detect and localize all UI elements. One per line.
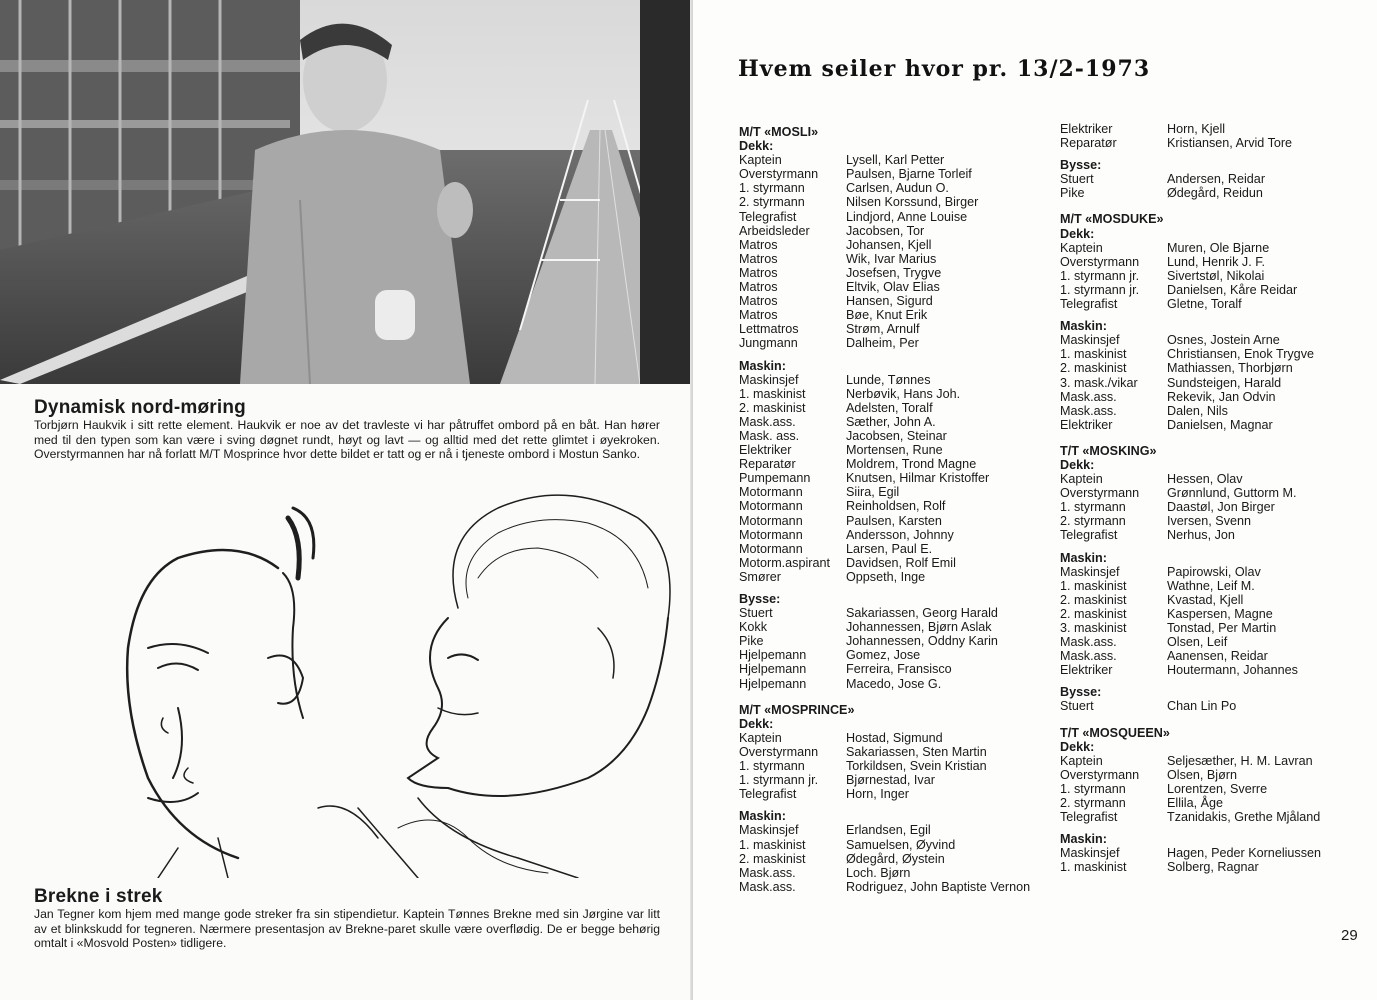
- department-heading: Maskin:: [1060, 550, 1107, 565]
- crew-row: [1060, 172, 1370, 186]
- sketch-caption-title: Brekne i strek: [34, 886, 163, 907]
- crew-row: [739, 210, 1059, 224]
- crew-role: Reparatør: [739, 457, 796, 472]
- crew-name: Bøe, Knut Erik: [846, 308, 928, 323]
- crew-role: 1. styrmann: [739, 759, 805, 774]
- crew-row: [1060, 283, 1370, 297]
- crew-role: 2. maskinist: [1060, 606, 1127, 621]
- crew-role: 1. maskinist: [1060, 860, 1127, 875]
- crew-name: Nilsen Korssund, Birger: [846, 195, 979, 210]
- crew-role: Overstyrmann: [1060, 486, 1140, 501]
- crew-name: Danielsen, Kåre Reidar: [1167, 282, 1298, 297]
- crew-row: [739, 252, 1059, 266]
- crew-row: [1060, 860, 1370, 874]
- crew-role: 2. maskinist: [1060, 592, 1127, 607]
- crew-row: [1060, 768, 1370, 782]
- crew-role: Lettmatros: [739, 322, 799, 337]
- crew-role: Overstyrmann: [739, 167, 819, 182]
- crew-row: [1060, 333, 1370, 347]
- crew-name: Andersson, Johnny: [846, 527, 954, 542]
- crew-name: Sundsteigen, Harald: [1167, 375, 1282, 390]
- crew-role: Motormann: [739, 541, 803, 556]
- crew-role: Overstyrmann: [1060, 254, 1140, 269]
- crew-row: [739, 880, 1059, 894]
- crew-role: Mask.ass.: [1060, 635, 1117, 650]
- crew-row: [1060, 810, 1370, 824]
- crew-role: Overstyrmann: [739, 744, 819, 759]
- crew-role: Matros: [739, 237, 778, 252]
- crew-name: Rekevik, Jan Odvin: [1167, 389, 1276, 404]
- crew-name: Sakariassen, Georg Harald: [846, 606, 998, 621]
- crew-role: Matros: [739, 294, 778, 309]
- crew-name: Houtermann, Johannes: [1167, 663, 1298, 678]
- crew-row: [1060, 486, 1370, 500]
- crew-row: [1060, 635, 1370, 649]
- crew-role: Telegrafist: [1060, 810, 1118, 825]
- crew-row: [1060, 136, 1370, 150]
- sketch-caption-text: Jan Tegner kom hjem med mange gode streker fra sin stipendietur. Kaptein Tønnes Brekne med sin Jørgine var litt av et blinkskudd for tegneren. Nærmere presentasjon av Brekne-paret skulle være overflødig. De er begge behørig omtalt i «Mosvold Posten» tidligere.: [34, 907, 660, 951]
- crew-role: Kokk: [739, 620, 767, 635]
- crew-row: [739, 471, 1059, 485]
- department-heading: Maskin:: [1060, 832, 1107, 847]
- crew-role: Matros: [739, 265, 778, 280]
- crew-row: [739, 238, 1059, 252]
- crew-role: Kaptein: [1060, 753, 1103, 768]
- crew-name: Carlsen, Audun O.: [846, 181, 949, 196]
- crew-row: [739, 866, 1059, 880]
- crew-role: 1. styrmann: [1060, 500, 1126, 515]
- crew-row: [739, 745, 1059, 759]
- crew-name: Kvastad, Kjell: [1167, 592, 1244, 607]
- crew-role: Motormann: [739, 527, 803, 542]
- crew-role: Motormann: [739, 485, 803, 500]
- crew-role: 1. maskinist: [1060, 578, 1127, 593]
- crew-row: [739, 294, 1059, 308]
- department-heading: Bysse:: [739, 592, 781, 606]
- crew-name: Christiansen, Enok Trygve: [1167, 347, 1314, 362]
- crew-role: Elektriker: [1060, 417, 1113, 432]
- crew-name: Bjørnestad, Ivar: [846, 773, 935, 788]
- crew-name: Larsen, Paul E.: [846, 541, 933, 556]
- crew-name: Iversen, Svenn: [1167, 514, 1252, 529]
- crew-role: 1. maskinist: [739, 386, 806, 401]
- crew-name: Gletne, Toralf: [1167, 297, 1242, 312]
- page-number: 29: [1341, 927, 1358, 944]
- photo-caption-title: Dynamisk nord-møring: [34, 397, 246, 418]
- crew-role: Mask.ass.: [739, 879, 796, 894]
- crew-row: [1060, 607, 1370, 621]
- department-heading: Maskin:: [739, 358, 786, 373]
- crew-role: Pumpemann: [739, 471, 811, 486]
- crew-name: Hansen, Sigurd: [846, 294, 933, 309]
- crew-role: 1. styrmann jr.: [1060, 268, 1140, 283]
- crew-name: Osnes, Jostein Arne: [1167, 333, 1280, 348]
- crew-name: Johansen, Kjell: [846, 237, 932, 252]
- crew-row: [739, 308, 1059, 322]
- crew-name: Strøm, Arnulf: [846, 322, 920, 337]
- crew-row: [739, 387, 1059, 401]
- crew-role: 1. styrmann jr.: [1060, 282, 1140, 297]
- crew-row: [739, 528, 1059, 542]
- crew-name: Andersen, Reidar: [1167, 172, 1266, 187]
- crew-name: Rodriguez, John Baptiste Vernon: [846, 879, 1031, 894]
- crew-name: Danielsen, Magnar: [1167, 417, 1273, 432]
- department-heading: Bysse:: [1060, 158, 1102, 173]
- crew-row: [1060, 528, 1370, 542]
- crew-role: Hjelpemann: [739, 648, 807, 663]
- crew-role: Matros: [739, 251, 778, 266]
- crew-role: 1. maskinist: [739, 837, 806, 852]
- crew-name: Eltvik, Olav Elias: [846, 280, 940, 295]
- crew-role: 1. styrmann: [739, 181, 805, 196]
- crew-name: Ødegård, Øystein: [846, 851, 945, 866]
- crew-role: Mask.ass.: [739, 865, 796, 880]
- crew-role: Mask.ass.: [1060, 389, 1117, 404]
- crew-role: Elektriker: [1060, 663, 1113, 678]
- crew-row: [1060, 621, 1370, 635]
- crew-name: Siira, Egil: [846, 485, 900, 500]
- crew-row: [1060, 418, 1370, 432]
- crew-column-right: [1060, 122, 1370, 875]
- crew-role: Elektriker: [739, 443, 792, 458]
- crew-name: Horn, Kjell: [1167, 122, 1226, 136]
- crew-row: [1060, 347, 1370, 361]
- ship-heading: T/T «MOSQUEEN»: [1060, 725, 1170, 740]
- crew-role: Kaptein: [1060, 240, 1103, 255]
- crew-column-left: [739, 125, 1059, 894]
- crew-role: 2. maskinist: [1060, 361, 1127, 376]
- crew-name: Ferreira, Fransisco: [846, 662, 952, 677]
- department-heading: Dekk:: [1060, 739, 1095, 754]
- crew-row: [1060, 754, 1370, 768]
- department-heading: Dekk:: [1060, 226, 1095, 241]
- crew-row: [739, 556, 1059, 570]
- crew-name: Papirowski, Olav: [1167, 564, 1261, 579]
- crew-role: Maskinsjef: [1060, 333, 1120, 348]
- ship-heading: M/T «MOSDUKE»: [1060, 212, 1164, 227]
- crew-row: [739, 787, 1059, 801]
- crew-row: [739, 542, 1059, 556]
- crew-role: 2. maskinist: [739, 851, 806, 866]
- crew-name: Reinholdsen, Rolf: [846, 499, 946, 514]
- crew-name: Chan Lin Po: [1167, 699, 1237, 714]
- crew-row: [739, 336, 1059, 350]
- crew-role: Hjelpemann: [739, 662, 807, 677]
- crew-role: 1. styrmann jr.: [739, 773, 819, 788]
- crew-name: Mathiassen, Thorbjørn: [1167, 361, 1293, 376]
- crew-row: [739, 662, 1059, 676]
- crew-name: Nerhus, Jon: [1167, 528, 1235, 543]
- crew-name: Erlandsen, Egil: [846, 823, 931, 838]
- crew-name: Solberg, Ragnar: [1167, 860, 1259, 875]
- crew-row: [1060, 796, 1370, 810]
- ship-heading: T/T «MOSKING»: [1060, 443, 1157, 458]
- crew-name: Loch. Bjørn: [846, 865, 911, 880]
- crew-role: Mask.ass.: [739, 414, 796, 429]
- crew-row: [739, 373, 1059, 387]
- crew-role: Telegrafist: [739, 787, 797, 802]
- crew-role: Kaptein: [1060, 472, 1103, 487]
- ship-deck-photo: [0, 0, 693, 384]
- crew-row: [739, 415, 1059, 429]
- crew-name: Wik, Ivar Marius: [846, 251, 937, 266]
- crew-row: [1060, 846, 1370, 860]
- crew-name: Jacobsen, Steinar: [846, 428, 947, 443]
- crew-role: Matros: [739, 280, 778, 295]
- crew-row: [739, 773, 1059, 787]
- crew-role: Pike: [1060, 186, 1085, 201]
- crew-row: [1060, 500, 1370, 514]
- crew-role: Telegrafist: [739, 209, 797, 224]
- crew-role: Motormann: [739, 499, 803, 514]
- crew-name: Nerbøvik, Hans Joh.: [846, 386, 961, 401]
- crew-role: Stuert: [739, 606, 773, 621]
- crew-role: Reparatør: [1060, 136, 1117, 151]
- crew-name: Davidsen, Rolf Emil: [846, 555, 956, 570]
- crew-row: [1060, 186, 1370, 200]
- crew-name: Tonstad, Per Martin: [1167, 621, 1277, 635]
- crew-row: [739, 457, 1059, 471]
- crew-row: [739, 823, 1059, 837]
- department-heading: Dekk:: [739, 716, 774, 731]
- crew-row: [739, 429, 1059, 443]
- crew-name: Wathne, Leif M.: [1167, 578, 1255, 593]
- crew-name: Paulsen, Bjarne Torleif: [846, 167, 972, 182]
- crew-role: Hjelpemann: [739, 676, 807, 691]
- crew-name: Gomez, Jose: [846, 648, 921, 663]
- crew-role: 2. styrmann: [739, 195, 805, 210]
- crew-role: Pike: [739, 634, 764, 649]
- crew-role: Maskinsjef: [739, 372, 799, 387]
- crew-name: Ødegård, Reidun: [1167, 186, 1263, 201]
- crew-name: Sivertstøl, Nikolai: [1167, 268, 1265, 283]
- crew-role: 3. mask./vikar: [1060, 375, 1138, 390]
- crew-role: Motormann: [739, 513, 803, 528]
- crew-role: Elektriker: [1060, 122, 1113, 136]
- crew-role: Telegrafist: [1060, 297, 1118, 312]
- crew-role: Motorm.aspirant: [739, 555, 830, 570]
- crew-role: 1. maskinist: [1060, 347, 1127, 362]
- crew-row: [739, 266, 1059, 280]
- crew-name: Horn, Inger: [846, 787, 909, 802]
- crew-role: Jungmann: [739, 336, 798, 351]
- crew-row: [739, 648, 1059, 662]
- crew-name: Samuelsen, Øyvind: [846, 837, 956, 852]
- crew-role: 2. styrmann: [1060, 514, 1126, 529]
- crew-row: [1060, 472, 1370, 486]
- crew-name: Lindjord, Anne Louise: [846, 209, 968, 224]
- ship-heading: M/T «MOSPRINCE»: [739, 702, 855, 717]
- photo-caption-text: Torbjørn Haukvik i sitt rette element. Haukvik er noe av det travleste vi har påtruffet ombord på en båt. Han hører med til den typen som kan være i sving døgnet rundt, høyt og lavt — og alltid med det rette glimtet i øyekroken. Overstyrmannen har nå forlatt M/T Mosprince hvor dette bildet er tatt og er nå i tjeneste ombord i Mostun Sanko.: [34, 418, 660, 462]
- crew-row: [1060, 579, 1370, 593]
- crew-name: Sæther, John A.: [846, 414, 936, 429]
- crew-row: [739, 838, 1059, 852]
- crew-row: [1060, 361, 1370, 375]
- crew-row: [739, 606, 1059, 620]
- crew-role: Kaptein: [739, 730, 782, 745]
- ship-heading: M/T «MOSLI»: [739, 125, 819, 139]
- crew-name: Ellila, Åge: [1167, 796, 1224, 811]
- crew-role: Mask.ass.: [1060, 403, 1117, 418]
- page-title: Hvem seiler hvor pr. 13/2-1973: [738, 56, 1151, 82]
- crew-row: [739, 181, 1059, 195]
- crew-name: Hagen, Peder Korneliussen: [1167, 846, 1322, 861]
- crew-role: Kaptein: [739, 153, 782, 168]
- crew-row: [739, 195, 1059, 209]
- department-heading: Maskin:: [1060, 319, 1107, 334]
- crew-row: [739, 280, 1059, 294]
- crew-row: [739, 485, 1059, 499]
- crew-role: Telegrafist: [1060, 528, 1118, 543]
- crew-name: Hostad, Sigmund: [846, 730, 943, 745]
- crew-row: [739, 570, 1059, 584]
- crew-name: Torkildsen, Svein Kristian: [846, 759, 987, 774]
- crew-role: Maskinsjef: [1060, 564, 1120, 579]
- crew-row: [739, 731, 1059, 745]
- crew-row: [1060, 565, 1370, 579]
- crew-row: [739, 167, 1059, 181]
- crew-name: Adelsten, Toralf: [846, 400, 933, 415]
- crew-row: [1060, 390, 1370, 404]
- crew-role: 3. maskinist: [1060, 621, 1127, 635]
- crew-row: [739, 224, 1059, 238]
- crew-row: [1060, 241, 1370, 255]
- crew-name: Grønnlund, Guttorm M.: [1167, 486, 1297, 501]
- crew-row: [739, 620, 1059, 634]
- crew-role: Mask. ass.: [739, 428, 800, 443]
- crew-name: Macedo, Jose G.: [846, 676, 942, 691]
- crew-role: Mask.ass.: [1060, 649, 1117, 664]
- crew-role: Maskinsjef: [739, 823, 799, 838]
- crew-row: [739, 499, 1059, 513]
- crew-name: Dalheim, Per: [846, 336, 919, 351]
- crew-role: 2. maskinist: [739, 400, 806, 415]
- crew-name: Tzanidakis, Grethe Mjåland: [1167, 810, 1321, 825]
- crew-row: [1060, 649, 1370, 663]
- crew-name: Aanensen, Reidar: [1167, 649, 1268, 664]
- crew-name: Jacobsen, Tor: [846, 223, 925, 238]
- crew-row: [1060, 376, 1370, 390]
- crew-name: Seljesæther, H. M. Lavran: [1167, 753, 1313, 768]
- crew-name: Johannessen, Bjørn Aslak: [846, 620, 992, 635]
- crew-row: [1060, 269, 1370, 283]
- crew-name: Lysell, Karl Petter: [846, 153, 945, 168]
- crew-role: Overstyrmann: [1060, 767, 1140, 782]
- department-heading: Dekk:: [1060, 457, 1095, 472]
- crew-name: Olsen, Bjørn: [1167, 767, 1237, 782]
- crew-row: [739, 443, 1059, 457]
- crew-name: Lorentzen, Sverre: [1167, 781, 1268, 796]
- crew-name: Lunde, Tønnes: [846, 372, 931, 387]
- crew-row: [1060, 514, 1370, 528]
- crew-row: [1060, 297, 1370, 311]
- crew-row: [1060, 593, 1370, 607]
- crew-row: [1060, 404, 1370, 418]
- crew-name: Lund, Henrik J. F.: [1167, 254, 1265, 269]
- crew-role: 1. styrmann: [1060, 781, 1126, 796]
- crew-row: [1060, 663, 1370, 677]
- crew-name: Paulsen, Karsten: [846, 513, 942, 528]
- crew-row: [1060, 699, 1370, 713]
- crew-name: Dalen, Nils: [1167, 403, 1228, 418]
- department-heading: Maskin:: [739, 809, 786, 824]
- crew-row: [1060, 255, 1370, 269]
- crew-name: Sakariassen, Sten Martin: [846, 744, 987, 759]
- crew-row: [1060, 122, 1370, 136]
- crew-row: [739, 677, 1059, 691]
- crew-name: Kristiansen, Arvid Tore: [1167, 136, 1293, 151]
- crew-name: Johannessen, Oddny Karin: [846, 634, 998, 649]
- crew-role: 2. styrmann: [1060, 796, 1126, 811]
- crew-name: Mortensen, Rune: [846, 443, 943, 458]
- crew-name: Muren, Ole Bjarne: [1167, 240, 1270, 255]
- crew-row: [739, 514, 1059, 528]
- crew-role: Maskinsjef: [1060, 846, 1120, 861]
- crew-role: Arbeidsleder: [739, 223, 810, 238]
- right-page: [693, 0, 1377, 1000]
- crew-name: Kaspersen, Magne: [1167, 606, 1273, 621]
- crew-row: [1060, 782, 1370, 796]
- crew-name: Knutsen, Hilmar Kristoffer: [846, 471, 990, 486]
- crew-name: Daastøl, Jon Birger: [1167, 500, 1275, 515]
- department-heading: Bysse:: [1060, 685, 1102, 700]
- crew-row: [739, 759, 1059, 773]
- crew-row: [739, 401, 1059, 415]
- crew-row: [739, 634, 1059, 648]
- crew-row: [739, 322, 1059, 336]
- crew-row: [739, 153, 1059, 167]
- crew-row: [739, 852, 1059, 866]
- crew-role: Stuert: [1060, 699, 1094, 714]
- crew-name: Olsen, Leif: [1167, 635, 1228, 650]
- crew-role: Smører: [739, 569, 781, 584]
- crew-name: Josefsen, Trygve: [846, 265, 942, 280]
- crew-name: Hessen, Olav: [1167, 472, 1243, 487]
- crew-role: Stuert: [1060, 172, 1094, 187]
- crew-name: Moldrem, Trond Magne: [846, 457, 977, 472]
- crew-role: Matros: [739, 308, 778, 323]
- crew-name: Oppseth, Inge: [846, 569, 926, 584]
- department-heading: Dekk:: [739, 139, 774, 154]
- caricature-sketch: [118, 478, 693, 878]
